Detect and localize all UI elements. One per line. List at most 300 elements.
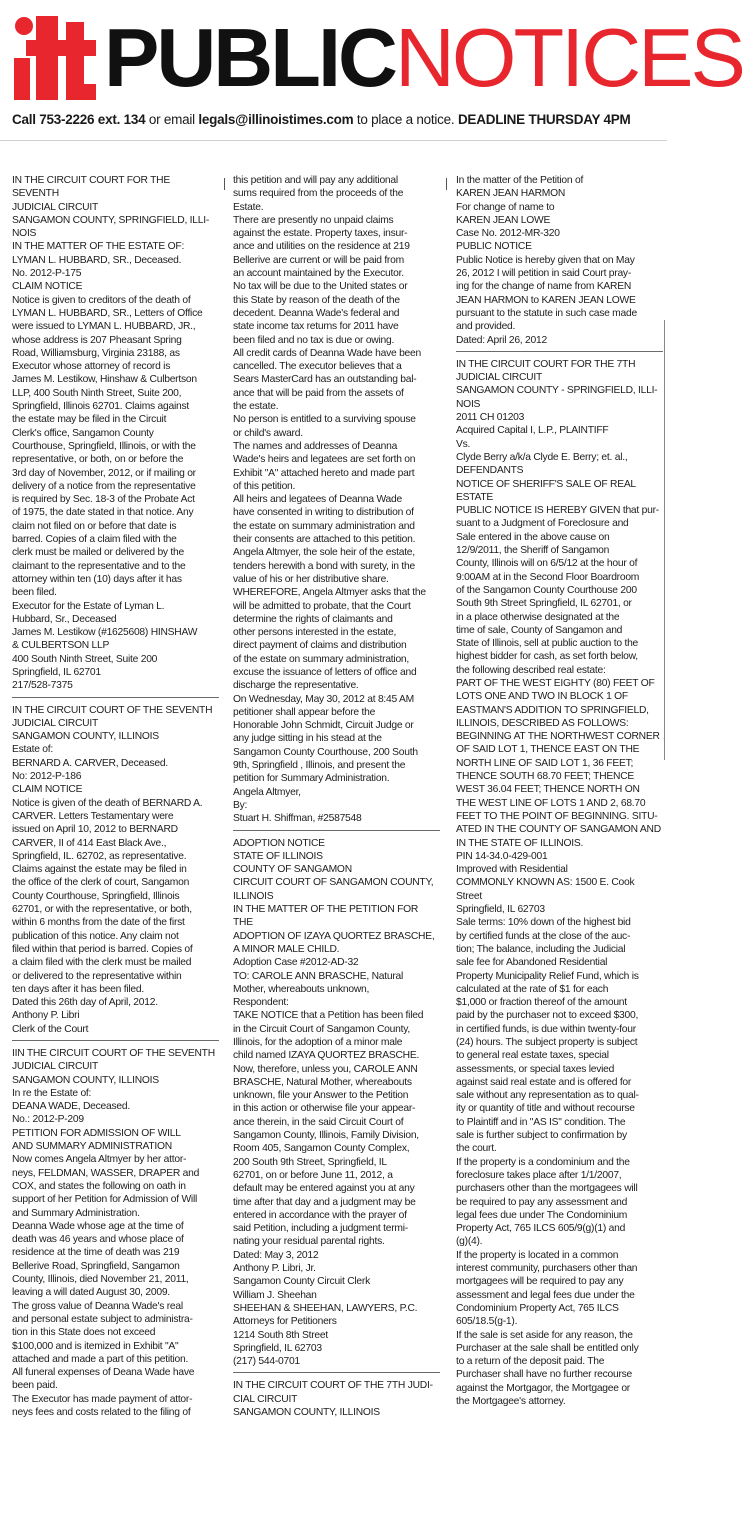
title-bold: PUBLIC xyxy=(104,11,395,104)
notice-line: Executor whose attorney of record is xyxy=(12,361,171,373)
notice-line: have consented in writing to distribution of xyxy=(233,507,414,519)
notice-line: ILLINOIS xyxy=(233,890,274,902)
notice-line: All heirs and legatees of Deanna Wade xyxy=(233,494,402,506)
notice-line: DEANA WADE, Deceased. xyxy=(12,1101,130,1113)
notice-line: No: 2012-P-186 xyxy=(12,771,82,783)
notice-line: Clerk of the Court xyxy=(12,1023,89,1035)
notice-line: PETITION FOR ADMISSION OF WILL xyxy=(12,1127,181,1139)
notice-line: SANGAMON COUNTY, ILLINOIS xyxy=(233,1407,380,1419)
notice-line: the estate. xyxy=(233,401,279,413)
notice-line: Sangamon County Courthouse, 200 South xyxy=(233,746,418,758)
notice-column-3 xyxy=(456,174,663,1514)
notice-line: were issued to LYMAN L. HUBBARD, JR., xyxy=(12,321,196,333)
notice-line: South 9th Street Springfield, IL 62701, or xyxy=(456,598,632,610)
notice-line: By: xyxy=(233,799,248,811)
notice-line: of 1975, the date stated in that notice. Any xyxy=(12,507,194,519)
notice-line: SANGAMON COUNTY - SPRINGFIELD, ILLI- xyxy=(456,385,658,397)
notice-line: Now comes Angela Altmyer by her attor- xyxy=(12,1154,187,1166)
notice-line: If the property is a condominium and the xyxy=(456,1156,630,1168)
notice-line: CLAIM NOTICE xyxy=(12,784,83,796)
notice-line: NORTH LINE OF SAID LOT 1, 36 FEET; xyxy=(456,757,634,769)
notice-line: State of Illinois, sell at public auction to the xyxy=(456,638,639,650)
notice-line: County, Illinois will on 6/5/12 at the hour of xyxy=(456,558,638,570)
notice-line: or delivered to the representative within xyxy=(12,970,182,982)
contact-line xyxy=(12,111,630,129)
notice-separator xyxy=(456,351,663,352)
legal-notice xyxy=(233,174,440,826)
notice-line: Dated: April 26, 2012 xyxy=(456,334,547,346)
notice-line: JUDICIAL CIRCUIT xyxy=(12,201,99,213)
notice-line: been filed. xyxy=(12,587,57,599)
notice-line: Anthony P. Libri, Jr. xyxy=(233,1263,316,1275)
notice-column-2 xyxy=(233,174,440,1514)
notice-line: PART OF THE WEST EIGHTY (80) FEET OF xyxy=(456,677,655,689)
page-title xyxy=(104,12,743,104)
notice-line: 200 South 9th Street, Springfield, IL xyxy=(233,1156,387,1168)
notice-line: SANGAMON COUNTY, SPRINGFIELD, ILLI- xyxy=(12,214,210,226)
notice-line: Bellerive are current or will be paid from xyxy=(233,254,404,266)
notice-line: tion; The balance, including the Judicial xyxy=(456,943,626,955)
notice-line: filed within that period is barred. Copies of xyxy=(12,943,193,955)
notice-line: the estate on summary administration and xyxy=(233,520,415,532)
notice-line: Springfield, Illinois 62701. Claims against xyxy=(12,401,189,413)
notice-line: Property Municipality Relief Fund, which is xyxy=(456,970,639,982)
notice-line: SANGAMON COUNTY, ILLINOIS xyxy=(12,1074,159,1086)
notice-line: DEFENDANTS xyxy=(456,465,524,477)
notice-line: and Summary Administration. xyxy=(12,1207,140,1219)
notice-line: NOTICE OF SHERIFF'S SALE OF REAL xyxy=(456,478,636,490)
notice-line: Estate of: xyxy=(12,744,54,756)
notice-line: 217/528-7375 xyxy=(12,680,73,692)
notice-line: suant to a Judgment of Foreclosure and xyxy=(456,518,629,530)
notice-line: default may be entered against you at any xyxy=(233,1183,415,1195)
notice-line: IN THE CIRCUIT COURT FOR THE SEVENTH xyxy=(12,175,170,200)
notice-line: Courthouse, Springfield, Illinois, or with the xyxy=(12,440,196,452)
notice-line: in a place otherwise designated at the xyxy=(456,611,620,623)
notice-line: JUDICIAL CIRCUIT xyxy=(456,372,543,384)
notice-line: ILLINOIS, DESCRIBED AS FOLLOWS: xyxy=(456,717,629,729)
notice-line: foreclosure takes place after 1/1/2007, xyxy=(456,1169,622,1181)
notice-line: direct payment of claims and distribution xyxy=(233,640,407,652)
notice-line: CIAL CIRCUIT xyxy=(233,1393,298,1405)
notice-line: FEET TO THE POINT OF BEGINNING. SITU- xyxy=(456,810,658,822)
notice-separator xyxy=(12,697,219,698)
notice-line: TO: CAROLE ANN BRASCHE, Natural xyxy=(233,970,404,982)
notice-line: If the sale is set aside for any reason, the xyxy=(456,1329,633,1341)
notice-line: this petition and will pay any additional xyxy=(233,175,398,186)
notice-line: of this petition. xyxy=(233,480,296,492)
notice-line: All funeral expenses of Deana Wade have xyxy=(12,1367,195,1379)
notice-line: ATED IN THE COUNTY OF SANGAMON AND xyxy=(456,824,661,836)
notice-line: claimant to the representative and to the xyxy=(12,560,186,572)
notice-line: ance therein, in the said Circuit Court of xyxy=(233,1116,404,1128)
notice-line: the estate may be filed in the Circuit xyxy=(12,414,167,426)
notice-line: 3rd day of November, 2012, or if mailing or xyxy=(12,467,196,479)
notice-line: 2011 CH 01203 xyxy=(456,412,525,424)
notice-line: COMMONLY KNOWN AS: 1500 E. Cook xyxy=(456,877,635,889)
title-light: NOTICES xyxy=(394,11,743,104)
legal-notice xyxy=(12,704,219,1036)
notice-line: (217) 544-0701 xyxy=(233,1356,300,1368)
notice-line: Honorable John Schmidt, Circuit Judge or xyxy=(233,720,414,732)
notice-line: The Executor has made payment of attor- xyxy=(12,1393,193,1405)
notice-line: Property Act, 765 ILCS 605/9(g)(1) and xyxy=(456,1223,626,1235)
edge-divider xyxy=(664,320,665,760)
notice-line: unknown, file your Answer to the Petition xyxy=(233,1090,409,1102)
notice-line: Illinois, for the adoption of a minor male xyxy=(233,1037,403,1048)
notice-line: interest community, purchasers other than xyxy=(456,1263,638,1275)
notice-line: Angela Altmyer, the sole heir of the estate, xyxy=(233,547,415,559)
notice-line: 605/18.5(g-1). xyxy=(456,1316,518,1328)
notice-line: No.: 2012-P-209 xyxy=(12,1114,84,1126)
notice-line: sale is further subject to confirmation by xyxy=(456,1130,627,1142)
notice-line: 12/9/2011, the Sheriff of Sangamon xyxy=(456,545,610,557)
notice-line: Road, Williamsburg, Virginia 23188, as xyxy=(12,347,180,359)
notice-line: Wade's heirs and legatees are set forth on xyxy=(233,454,416,466)
notice-line: whose address is 207 Pheasant Spring xyxy=(12,334,182,346)
notice-line: a claim filed with the clerk must be mailed xyxy=(12,957,192,969)
notice-line: THE WEST LINE OF LOTS 1 AND 2, 68.70 xyxy=(456,797,646,809)
notice-separator xyxy=(233,830,440,831)
notice-line: ADOPTION NOTICE xyxy=(233,837,325,849)
notice-line: EASTMAN'S ADDITION TO SPRINGFIELD, xyxy=(456,704,649,716)
notice-line: clerk must be mailed or delivered by the xyxy=(12,547,184,559)
notice-line: BRASCHE, Natural Mother, whereabouts xyxy=(233,1076,412,1088)
notice-line: LLP, 400 South Ninth Street, Suite 200, xyxy=(12,387,182,399)
notice-line: There are presently no unpaid claims xyxy=(233,214,394,226)
notice-line: legal fees due under The Condominium xyxy=(456,1209,628,1221)
notice-line: Now, therefore, unless you, CAROLE ANN xyxy=(233,1063,418,1075)
notice-line: this State by reason of the death of the xyxy=(233,294,400,306)
notice-line: IN THE MATTER OF THE PETITION FOR THE xyxy=(233,904,419,929)
notice-line: Purchaser shall have no further recourse xyxy=(456,1369,633,1381)
notice-line: delivery of a notice from the representative xyxy=(12,480,196,492)
notice-line: WHEREFORE, Angela Altmyer asks that the xyxy=(233,587,426,599)
notice-line: If the property is located in a common xyxy=(456,1249,619,1261)
legal-notice xyxy=(12,174,219,693)
notice-line: County, Illinois, died November 21, 2011, xyxy=(12,1274,189,1286)
notice-line: Claims against the estate may be filed in xyxy=(12,864,187,876)
notice-line: Springfield, IL. 62702, as representative. xyxy=(12,850,187,862)
notice-line: LYMAN L. HUBBARD, SR., Deceased. xyxy=(12,254,182,266)
notice-line: Springfield, IL 62703 xyxy=(456,904,545,916)
notice-line: BERNARD A. CARVER, Deceased. xyxy=(12,757,168,769)
notice-line: of the estate on summary administration, xyxy=(233,653,410,665)
notice-line: Adoption Case #2012-AD-32 xyxy=(233,957,359,969)
notice-line: publication of this notice. Any claim not xyxy=(12,930,179,942)
notice-line: & CULBERTSON LLP xyxy=(12,640,110,652)
notice-line: Notice is given of the death of BERNARD A. xyxy=(12,797,203,809)
notice-line: Purchaser at the sale shall be entitled only xyxy=(456,1342,639,1354)
notice-line: Improved with Residential xyxy=(456,864,568,876)
notice-line: excuse the issuance of letters of office and xyxy=(233,666,417,678)
notice-line: Sangamon County Circuit Clerk xyxy=(233,1276,370,1288)
notice-line: Deanna Wade whose age at the time of xyxy=(12,1220,184,1232)
notice-line: neys fees and costs related to the filing of xyxy=(12,1407,191,1419)
notice-line: any judge sitting in his stead at the xyxy=(233,733,382,745)
notice-line: assessments, or special taxes levied xyxy=(456,1063,615,1075)
notice-line: within 6 months from the date of the first xyxy=(12,917,185,929)
notice-line: of the Sangamon County Courthouse 200 xyxy=(456,584,637,596)
notice-line: ten days after it has been filed. xyxy=(12,983,144,995)
notice-line: time of sale, County of Sangamon and xyxy=(456,624,623,636)
notice-line: Notice is given to creditors of the death of xyxy=(12,294,191,306)
notice-line: Bellerive Road, Springfield, Sangamon xyxy=(12,1260,180,1272)
notice-line: Angela Altmyer, xyxy=(233,786,301,798)
notice-line: death was 46 years and whose place of xyxy=(12,1234,184,1246)
illinois-times-logo-icon xyxy=(14,14,98,102)
notice-line: NOIS xyxy=(12,228,37,240)
notice-line: Springfield, IL 62703 xyxy=(233,1342,322,1354)
notice-line: attorney within ten (10) days after it has xyxy=(12,573,182,585)
notice-line: tion in this State does not exceed xyxy=(12,1327,156,1339)
notice-line: 62701, or with the representative, or both, xyxy=(12,904,192,916)
notice-column-1 xyxy=(12,174,219,1514)
notice-line: Room 405, Sangamon County Complex, xyxy=(233,1143,410,1155)
notice-line: Sale terms: 10% down of the highest bid xyxy=(456,917,631,929)
legal-notice xyxy=(456,358,663,1408)
notice-line: ing for the change of name from KAREN xyxy=(456,281,632,293)
notice-line: purchasers other than the mortgagees will xyxy=(456,1183,638,1195)
notice-line: discharge the representative. xyxy=(233,680,359,692)
notice-separator xyxy=(233,1372,440,1373)
notice-line: will be admitted to probate, that the Court xyxy=(233,600,411,612)
notice-line: claim not filed on or before that date is xyxy=(12,520,177,532)
notice-line: Mother, whereabouts unknown, xyxy=(233,983,370,995)
notice-line: No person is entitled to a surviving spouse xyxy=(233,414,416,426)
legal-notice xyxy=(233,837,440,1369)
notice-line: Respondent: xyxy=(233,997,289,1009)
notice-line: 400 South Ninth Street, Suite 200 xyxy=(12,653,158,665)
notice-line: child named IZAYA QUORTEZ BRASCHE. xyxy=(233,1050,420,1062)
notice-line: attached and made a part of this petition. xyxy=(12,1353,189,1365)
notice-line: Street xyxy=(456,890,482,902)
notice-line: Anthony P. Libri xyxy=(12,1010,80,1022)
notice-line: been paid. xyxy=(12,1380,58,1392)
notice-line: Case No. 2012-MR-320 xyxy=(456,228,560,240)
notice-line: petition for Summary Administration. xyxy=(233,773,390,785)
notice-line: (24) hours. The subject property is subject xyxy=(456,1037,638,1048)
contact-deadline: DEADLINE THURSDAY 4PM xyxy=(457,112,631,127)
notice-line: Springfield, IL 62701 xyxy=(12,666,101,678)
notice-line: the following described real estate: xyxy=(456,664,606,676)
notice-line: neys, FELDMAN, WASSER, DRAPER and xyxy=(12,1167,200,1179)
notice-line: COUNTY OF SANGAMON xyxy=(233,864,352,876)
notice-line: issued on April 10, 2012 to BERNARD xyxy=(12,824,178,836)
notice-line: Dated: May 3, 2012 xyxy=(233,1249,319,1261)
notice-line: Attorneys for Petitioners xyxy=(233,1316,337,1328)
notice-line: Hubbard, Sr., Deceased xyxy=(12,613,117,625)
notice-line: LYMAN L. HUBBARD, SR., Letters of Office xyxy=(12,307,203,319)
notice-line: be required to pay any assessment and xyxy=(456,1196,628,1208)
notice-line: PIN 14-34.0-429-001 xyxy=(456,850,548,862)
notice-line: AND SUMMARY ADMINISTRATION xyxy=(12,1141,172,1153)
notice-line: the court. xyxy=(456,1143,497,1155)
notice-line: Sale entered in the above cause on xyxy=(456,531,610,543)
notice-line: IN THE MATTER OF THE ESTATE OF: xyxy=(12,241,185,253)
notice-line: calculated at the rate of $1 for each xyxy=(456,983,609,995)
notice-line: James M. Lestikow, Hinshaw & Culbertson xyxy=(12,374,197,386)
notice-line: JEAN HARMON to KAREN JEAN LOWE xyxy=(456,294,636,306)
notice-line: assessment and legal fees due under the xyxy=(456,1289,635,1301)
notice-line: an account maintained by the Executor. xyxy=(233,268,404,280)
legal-notice xyxy=(12,1047,219,1419)
notice-separator xyxy=(12,1040,219,1041)
notice-line: Vs. xyxy=(456,438,471,450)
notice-line: by certified funds at the close of the auc- xyxy=(456,930,631,942)
notice-line: other persons interested in the estate, xyxy=(233,627,397,639)
notice-line: ance that will be paid from the assets of xyxy=(233,387,404,399)
notice-line: County Courthouse, Springfield, Illinois xyxy=(12,890,180,902)
notice-line: THENCE SOUTH 68.70 FEET; THENCE xyxy=(456,771,635,783)
notice-line: barred. Copies of a claim filed with the xyxy=(12,534,177,546)
notice-line: been filed and no tax is due or owing. xyxy=(233,334,395,346)
notice-line: in this action or otherwise file your appear- xyxy=(233,1103,416,1115)
notice-line: is required by Sec. 18-3 of the Probate Act xyxy=(12,494,195,506)
notice-line: ance and utilities on the residence at 219 xyxy=(233,241,410,253)
notice-line: Estate. xyxy=(233,201,264,213)
notice-line: leaving a will dated August 30, 2009. xyxy=(12,1287,170,1299)
masthead xyxy=(8,0,743,110)
notice-line: JUDICIAL CIRCUIT xyxy=(12,1061,99,1073)
notice-line: against said real estate and is offered for xyxy=(456,1076,632,1088)
notice-line: to a return of the deposit paid. The xyxy=(456,1356,605,1368)
notice-line: IN THE STATE OF ILLINOIS. xyxy=(456,837,584,849)
notice-line: pursuant to the statute in such case made xyxy=(456,307,637,319)
notice-line: On Wednesday, May 30, 2012 at 8:45 AM xyxy=(233,693,414,705)
notice-line: sums required from the proceeds of the xyxy=(233,188,404,200)
notice-line: All credit cards of Deanna Wade have been xyxy=(233,347,421,359)
notice-line: value of his or her distributive share. xyxy=(233,573,389,585)
notice-line: Acquired Capital I, L.P., PLAINTIFF xyxy=(456,425,609,437)
notice-line: $1,000 or fraction thereof of the amount xyxy=(456,997,627,1009)
notice-line: Sangamon County, Illinois, Family Division, xyxy=(233,1130,419,1142)
notice-line: highest bidder for cash, as set forth below, xyxy=(456,651,638,663)
notice-line: (g)(4). xyxy=(456,1236,483,1248)
notice-line: CLAIM NOTICE xyxy=(12,281,83,293)
notice-line: against the Mortgagor, the Mortgagee or xyxy=(456,1382,630,1394)
notice-line: Clerk's office, Sangamon County xyxy=(12,427,154,439)
notice-line: William J. Sheehan xyxy=(233,1289,317,1301)
notice-line: representative, or both, on or before the xyxy=(12,454,184,466)
notice-line: petitioner shall appear before the xyxy=(233,706,376,718)
notice-line: No. 2012-P-175 xyxy=(12,268,82,280)
notice-line: sale without any representation as to qual- xyxy=(456,1090,639,1102)
notice-line: said Petition, including a judgment termi- xyxy=(233,1223,408,1235)
notice-line: to Plaintiff and in "AS IS" condition. The xyxy=(456,1116,626,1128)
notice-line: COX, and states the following on oath in xyxy=(12,1180,186,1192)
notice-line: 62701, on or before June 11, 2012, a xyxy=(233,1169,393,1181)
notice-line: nating your residual parental rights. xyxy=(233,1236,385,1248)
notice-line: support of her Petition for Admission of Will xyxy=(12,1194,198,1206)
notice-line: SHEEHAN & SHEEHAN, LAWYERS, P.C. xyxy=(233,1302,418,1314)
notice-line: determine the rights of claimants and xyxy=(233,613,393,625)
notice-line: tenders herewith a bond with surety, in the xyxy=(233,560,415,572)
notice-line: state income tax returns for 2011 have xyxy=(233,321,399,333)
notice-line: KAREN JEAN HARMON xyxy=(456,188,566,200)
notice-line: $100,000 and is itemized in Exhibit "A" xyxy=(12,1340,179,1352)
notice-line: CARVER, II of 414 East Black Ave., xyxy=(12,837,167,849)
notice-line: to general real estate taxes, special xyxy=(456,1050,609,1062)
notice-line: cancelled. The executor believes that a xyxy=(233,361,402,373)
notice-line: A MINOR MALE CHILD. xyxy=(233,943,340,955)
notice-line: For change of name to xyxy=(456,201,555,213)
notice-line: No tax will be due to the United states or xyxy=(233,281,408,293)
notice-line: Dated this 26th day of April, 2012. xyxy=(12,997,158,1009)
contact-email[interactable]: legals@illinoistimes.com xyxy=(198,112,354,127)
notice-line: Condominium Property Act, 765 ILCS xyxy=(456,1302,619,1314)
notice-line: TAKE NOTICE that a Petition has been filed xyxy=(233,1010,424,1022)
notice-line: mortgagees will be required to pay any xyxy=(456,1276,624,1288)
notice-line: residence at the time of death was 219 xyxy=(12,1247,180,1259)
notice-line: their consents are attached to this petition. xyxy=(233,534,416,546)
notice-line: Stuart H. Shiffman, #2587548 xyxy=(233,813,362,825)
header-rule xyxy=(0,140,667,141)
notice-line: WEST 36.04 FEET; THENCE NORTH ON xyxy=(456,784,640,796)
notice-line: Sears MasterCard has an outstanding bal- xyxy=(233,374,417,386)
notice-line: 9:00AM at in the Second Floor Boardroom xyxy=(456,571,640,583)
column-divider xyxy=(446,178,447,190)
notice-line: 26, 2012 I will petition in said Court pray- xyxy=(456,268,632,280)
notice-line: in the Circuit Court of Sangamon County, xyxy=(233,1023,410,1035)
notice-line: CIRCUIT COURT OF SANGAMON COUNTY, xyxy=(233,877,434,889)
column-divider xyxy=(224,178,225,190)
notice-line: in certified funds, is due within twenty-four xyxy=(456,1023,636,1035)
notice-line: Executor for the Estate of Lyman L. xyxy=(12,600,165,612)
notice-line: Public Notice is hereby given that on May xyxy=(456,254,635,266)
legal-notice xyxy=(456,174,663,347)
notice-line: ity or quantity of title and without recourse xyxy=(456,1103,635,1115)
notice-line: or child's award. xyxy=(233,427,303,439)
notice-line: the office of the clerk of court, Sangamon xyxy=(12,877,190,889)
notice-line: entered in accordance with the prayer of xyxy=(233,1209,407,1221)
notice-line: Exhibit "A" attached hereto and made part xyxy=(233,467,415,479)
notice-line: PUBLIC NOTICE IS HEREBY GIVEN that pur- xyxy=(456,505,659,517)
notice-line: NOIS xyxy=(456,398,481,410)
notice-line: The names and addresses of Deanna xyxy=(233,440,398,452)
notice-line: OF SAID LOT 1, THENCE EAST ON THE xyxy=(456,744,640,756)
notice-line: ADOPTION OF IZAYA QUORTEZ BRASCHE, xyxy=(233,930,435,942)
notice-line: Clyde Berry a/k/a Clyde E. Berry; et. al., xyxy=(456,451,628,463)
notice-line: STATE OF ILLINOIS xyxy=(233,850,323,862)
notice-line: PUBLIC NOTICE xyxy=(456,241,532,253)
notice-line: LOTS ONE AND TWO IN BLOCK 1 OF xyxy=(456,691,628,703)
notice-line: paid by the purchaser not to exceed $300, xyxy=(456,1010,639,1022)
notice-line: CARVER. Letters Testamentary were xyxy=(12,810,174,822)
notice-line: sale fee for Abandoned Residential xyxy=(456,957,608,969)
notice-line: SANGAMON COUNTY, ILLINOIS xyxy=(12,731,159,743)
notice-line: The gross value of Deanna Wade's real xyxy=(12,1300,183,1312)
notice-line: against the estate. Property taxes, insur- xyxy=(233,228,408,240)
contact-place: to place a notice. xyxy=(353,112,458,127)
notice-line: the Mortgagee's attorney. xyxy=(456,1396,566,1408)
notice-line: 9th, Springfield , Illinois, and present the xyxy=(233,760,406,772)
notice-line: ESTATE xyxy=(456,491,494,503)
contact-phone: Call 753-2226 ext. 134 xyxy=(12,112,146,127)
notice-line: In the matter of the Petition of xyxy=(456,175,584,186)
notice-line: JUDICIAL CIRCUIT xyxy=(12,717,99,729)
notice-line: and personal estate subject to administra- xyxy=(12,1313,193,1325)
notice-line: IN THE CIRCUIT COURT FOR THE 7TH xyxy=(456,358,636,370)
notice-line: decedent. Deanna Wade's federal and xyxy=(233,307,400,319)
legal-notice xyxy=(233,1379,440,1419)
notice-line: IIN THE CIRCUIT COURT OF THE SEVENTH xyxy=(12,1048,215,1059)
notice-line: and provided. xyxy=(456,321,516,333)
notice-line: James M. Lestikow (#1625608) HINSHAW xyxy=(12,627,198,639)
notice-line: 1214 South 8th Street xyxy=(233,1329,328,1341)
notice-line: In re the Estate of: xyxy=(12,1087,92,1099)
notice-line: IN THE CIRCUIT COURT OF THE SEVENTH xyxy=(12,704,213,716)
